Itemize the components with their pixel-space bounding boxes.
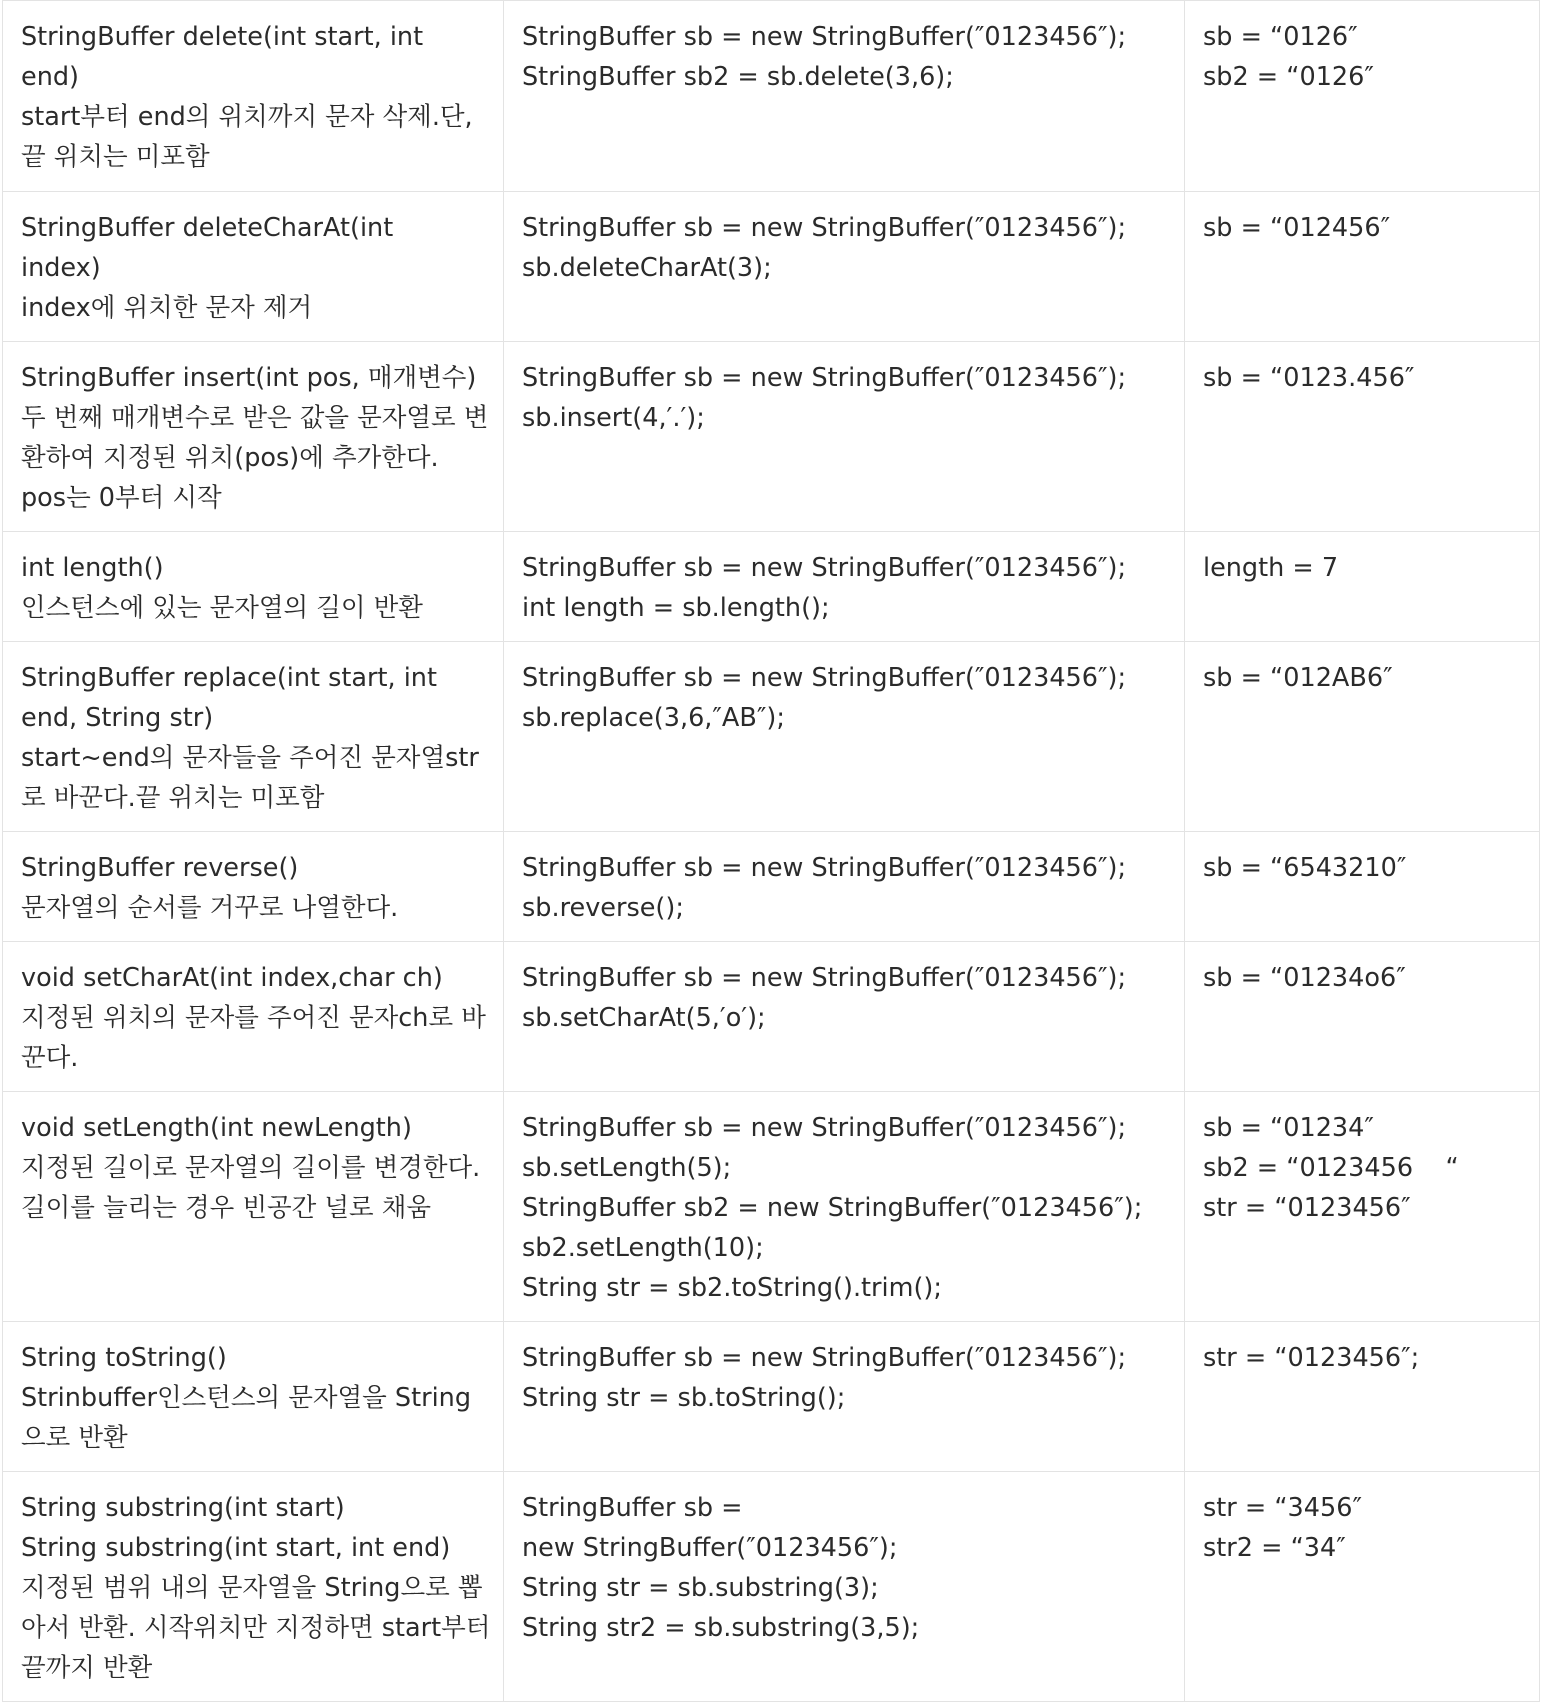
example-line: new StringBuffer(″0123456″); xyxy=(522,1533,898,1563)
method-cell xyxy=(3,1472,504,1702)
method-line: String toString() xyxy=(21,1343,227,1373)
method-line: start~end의 문자들을 주어진 문자열str xyxy=(21,743,479,773)
result-cell xyxy=(1185,1,1540,192)
example-cell xyxy=(504,342,1185,532)
method-line: 인스턴스에 있는 문자열의 길이 반환 xyxy=(21,593,423,623)
result-line: sb2 = “0126″ xyxy=(1203,62,1374,92)
method-line: 지정된 위치의 문자를 주어진 문자ch로 바 xyxy=(21,1003,486,1033)
result-line: str = “3456″ xyxy=(1203,1493,1362,1523)
result-line: length = 7 xyxy=(1203,553,1339,583)
method-line: start부터 end의 위치까지 문자 삭제.단, xyxy=(21,102,473,132)
example-cell xyxy=(504,832,1185,942)
result-line: sb = “01234o6″ xyxy=(1203,963,1406,993)
method-line: void setLength(int newLength) xyxy=(21,1113,412,1143)
method-line: index에 위치한 문자 제거 xyxy=(21,293,313,323)
result-cell xyxy=(1185,192,1540,342)
example-line: StringBuffer sb2 = sb.delete(3,6); xyxy=(522,62,954,92)
method-line: 꾼다. xyxy=(21,1043,79,1073)
example-line: StringBuffer sb = new StringBuffer(″0123456″); xyxy=(522,22,1127,52)
table-row xyxy=(3,192,1540,342)
example-cell xyxy=(504,942,1185,1092)
example-line: StringBuffer sb2 = new StringBuffer(″0123456″); xyxy=(522,1193,1143,1223)
table-row xyxy=(3,832,1540,942)
table-row xyxy=(3,1,1540,192)
example-cell xyxy=(504,532,1185,642)
example-line: sb.reverse(); xyxy=(522,893,684,923)
table-row xyxy=(3,532,1540,642)
method-line: 문자열의 순서를 거꾸로 나열한다. xyxy=(21,893,399,923)
method-line: 끝까지 반환 xyxy=(21,1653,153,1683)
result-line: str = “0123456″ xyxy=(1203,1193,1411,1223)
example-line: int length = sb.length(); xyxy=(522,593,830,623)
table-row xyxy=(3,1092,1540,1322)
method-line: end, String str) xyxy=(21,703,214,733)
example-line: StringBuffer sb = new StringBuffer(″0123456″); xyxy=(522,553,1127,583)
method-cell xyxy=(3,1322,504,1472)
result-line: str2 = “34″ xyxy=(1203,1533,1346,1563)
result-line: sb = “01234″ xyxy=(1203,1113,1374,1143)
method-cell xyxy=(3,1,504,192)
method-line: 아서 반환. 시작위치만 지정하면 start부터 xyxy=(21,1613,491,1643)
result-cell xyxy=(1185,1322,1540,1472)
table-body xyxy=(3,1,1540,1702)
example-cell xyxy=(504,1,1185,192)
example-line: StringBuffer sb = new StringBuffer(″0123456″); xyxy=(522,853,1127,883)
method-cell xyxy=(3,342,504,532)
example-line: sb2.setLength(10); xyxy=(522,1233,764,1263)
method-line: 로 바꾼다.끝 위치는 미포함 xyxy=(21,783,325,813)
table-row xyxy=(3,942,1540,1092)
method-line: pos는 0부터 시작 xyxy=(21,483,222,513)
result-cell xyxy=(1185,1472,1540,1702)
example-line: StringBuffer sb = new StringBuffer(″0123456″); xyxy=(522,363,1127,393)
method-line: 두 번째 매개변수로 받은 값을 문자열로 변 xyxy=(21,403,489,433)
example-cell xyxy=(504,1092,1185,1322)
example-line: StringBuffer sb = new StringBuffer(″0123456″); xyxy=(522,1113,1127,1143)
example-line: StringBuffer sb = new StringBuffer(″0123456″); xyxy=(522,213,1127,243)
example-cell xyxy=(504,1472,1185,1702)
example-line: String str = sb.substring(3); xyxy=(522,1573,879,1603)
example-line: StringBuffer sb = xyxy=(522,1493,743,1523)
method-cell xyxy=(3,532,504,642)
result-line: sb = “6543210″ xyxy=(1203,853,1407,883)
table-row xyxy=(3,1322,1540,1472)
table-row xyxy=(3,642,1540,832)
method-line: void setCharAt(int index,char ch) xyxy=(21,963,443,993)
example-line: sb.insert(4,′.′); xyxy=(522,403,705,433)
example-cell xyxy=(504,1322,1185,1472)
method-line: Strinbuffer인스턴스의 문자열을 String xyxy=(21,1383,472,1413)
result-cell xyxy=(1185,642,1540,832)
result-line: sb2 = “0123456 “ xyxy=(1203,1153,1459,1183)
method-cell xyxy=(3,832,504,942)
stringbuffer-methods-table xyxy=(2,0,1540,1702)
result-cell xyxy=(1185,342,1540,532)
result-cell xyxy=(1185,832,1540,942)
method-cell xyxy=(3,1092,504,1322)
table-row xyxy=(3,342,1540,532)
method-line: 지정된 범위 내의 문자열을 String으로 뽑 xyxy=(21,1573,483,1603)
method-line: StringBuffer reverse() xyxy=(21,853,299,883)
method-line: StringBuffer deleteCharAt(int xyxy=(21,213,394,243)
method-line: String substring(int start, int end) xyxy=(21,1533,451,1563)
example-cell xyxy=(504,642,1185,832)
example-line: sb.replace(3,6,″AB″); xyxy=(522,703,785,733)
method-cell xyxy=(3,642,504,832)
method-line: 으로 반환 xyxy=(21,1423,128,1453)
method-line: 길이를 늘리는 경우 빈공간 널로 채움 xyxy=(21,1193,432,1223)
method-line: 지정된 길이로 문자열의 길이를 변경한다. xyxy=(21,1153,481,1183)
method-cell xyxy=(3,192,504,342)
result-cell xyxy=(1185,1092,1540,1322)
method-cell xyxy=(3,942,504,1092)
example-line: StringBuffer sb = new StringBuffer(″0123456″); xyxy=(522,1343,1127,1373)
result-line: str = “0123456″; xyxy=(1203,1343,1420,1373)
example-line: StringBuffer sb = new StringBuffer(″0123456″); xyxy=(522,663,1127,693)
method-line: StringBuffer delete(int start, int xyxy=(21,22,424,52)
method-line: 끝 위치는 미포함 xyxy=(21,142,210,172)
method-line: end) xyxy=(21,62,79,92)
table-row xyxy=(3,1472,1540,1702)
method-line: int length() xyxy=(21,553,164,583)
example-line: StringBuffer sb = new StringBuffer(″0123456″); xyxy=(522,963,1127,993)
example-line: String str = sb2.toString().trim(); xyxy=(522,1273,942,1303)
example-line: sb.setLength(5); xyxy=(522,1153,732,1183)
result-line: sb = “012AB6″ xyxy=(1203,663,1393,693)
result-cell xyxy=(1185,942,1540,1092)
example-cell xyxy=(504,192,1185,342)
result-line: sb = “0126″ xyxy=(1203,22,1358,52)
method-line: StringBuffer insert(int pos, 매개변수) xyxy=(21,363,477,393)
method-line: String substring(int start) xyxy=(21,1493,345,1523)
method-line: StringBuffer replace(int start, int xyxy=(21,663,437,693)
result-line: sb = “0123.456″ xyxy=(1203,363,1415,393)
example-line: sb.deleteCharAt(3); xyxy=(522,253,772,283)
example-line: String str = sb.toString(); xyxy=(522,1383,846,1413)
result-line: sb = “012456″ xyxy=(1203,213,1391,243)
method-line: 환하여 지정된 위치(pos)에 추가한다. xyxy=(21,443,439,473)
example-line: String str2 = sb.substring(3,5); xyxy=(522,1613,920,1643)
result-cell xyxy=(1185,532,1540,642)
example-line: sb.setCharAt(5,′o′); xyxy=(522,1003,766,1033)
method-line: index) xyxy=(21,253,101,283)
